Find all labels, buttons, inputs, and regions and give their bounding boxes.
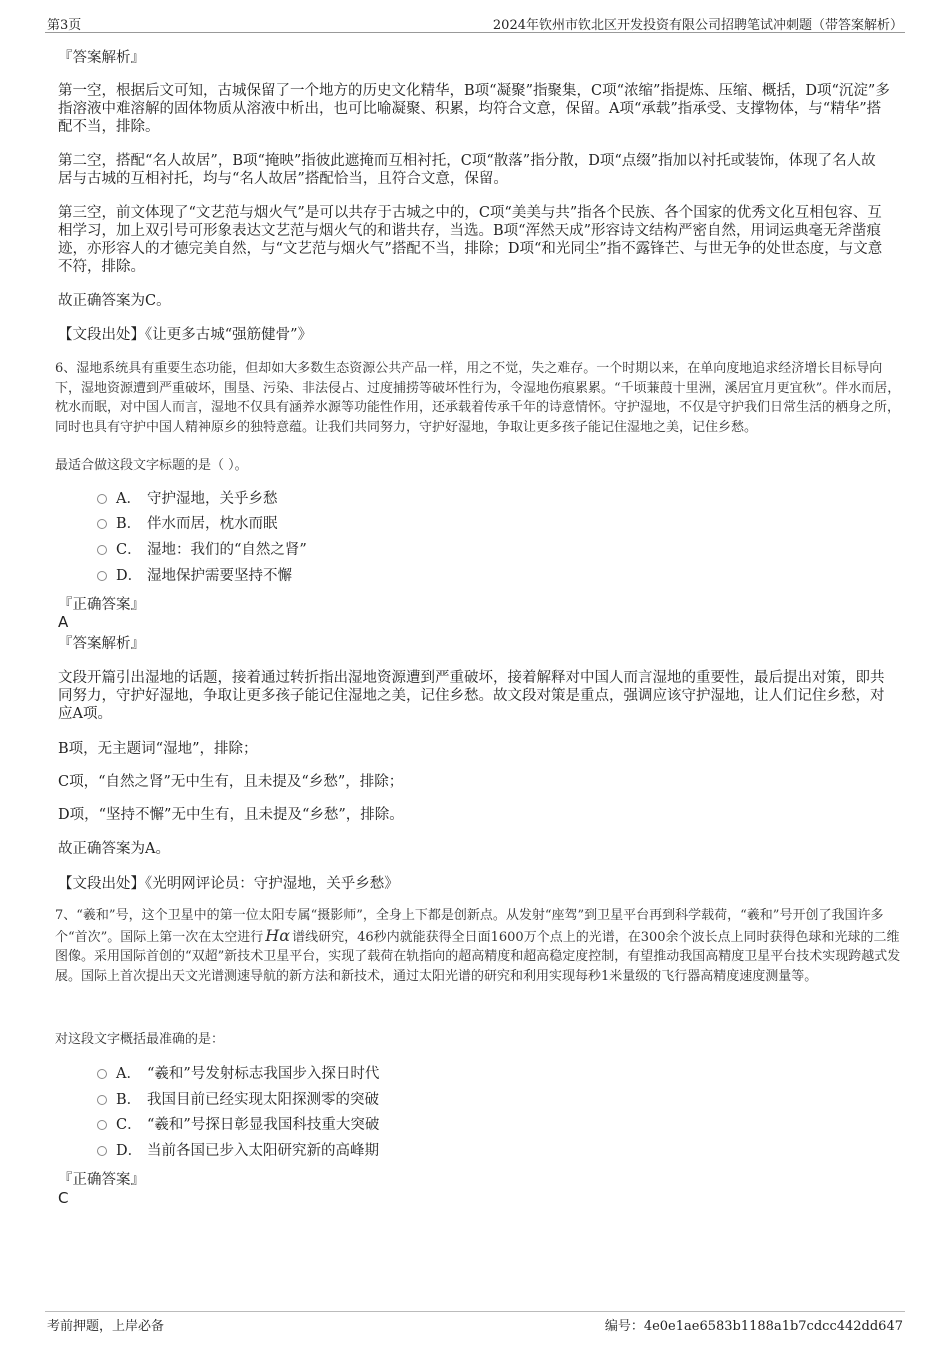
passage-text: 7、“羲和”号，这个卫星中的第一位太阳专属“摄影师”，全身上下都是创新点。从发射“座驾”到卫星平台再到科学载荷，“羲和”号开创了我国许多个“首次”。国际上第一次在太空进行 xyxy=(55,908,884,945)
question-7-option-a[interactable] xyxy=(97,1065,379,1083)
correct-answer-label: 『正确答案』 xyxy=(58,1172,145,1188)
correct-answer: A xyxy=(58,613,69,631)
radio-button-icon[interactable] xyxy=(97,1095,107,1105)
header-divider xyxy=(45,32,905,33)
option-text: 我国目前已经实现太阳探测零的突破 xyxy=(147,1092,379,1108)
question-7-passage xyxy=(55,906,903,986)
analysis-conclusion: 故正确答案为A。 xyxy=(58,841,170,857)
analysis-paragraph-2: 第二空，搭配“名人故居”，B项“掩映”指彼此遮掩而互相衬托，C项“散落”指分散，D项“点缀”指加以衬托或装饰，体现了名人故居与古城的互相衬托，均与“名人故居”搭配恰当，且符合文意，保留。 xyxy=(58,153,876,187)
option-letter: A． xyxy=(116,1066,141,1082)
question-7-option-b[interactable] xyxy=(97,1091,379,1109)
analysis-paragraph-4: D项，“坚持不懈”无中生有，且未提及“乡愁”，排除。 xyxy=(58,807,404,823)
analysis-conclusion: 故正确答案为C。 xyxy=(58,293,171,309)
radio-button-icon[interactable] xyxy=(97,1120,107,1130)
radio-button-icon[interactable] xyxy=(97,1069,107,1079)
passage-source: 【文段出处】《让更多古城“强筋健骨”》 xyxy=(58,327,313,343)
correct-answer: C xyxy=(58,1189,69,1207)
option-text: “羲和”号探日彰显我国科技重大突破 xyxy=(147,1117,380,1133)
analysis-paragraph-1: 第一空，根据后文可知，古城保留了一个地方的历史文化精华，B项“凝聚”指聚集，C项“浓缩”指提炼、压缩、概括，D项“沉淀”多指溶液中难溶解的固体物质从溶液中析出，也可比喻凝聚、积累，均符合文意，保留。A项“承载”指承受、支撑物体，与“精华”搭配不当，排除。 xyxy=(58,83,890,135)
h-alpha-formula: Hα xyxy=(265,925,291,945)
footer-slogan: 考前押题，上岸必备 xyxy=(47,1319,165,1334)
question-6-option-a[interactable] xyxy=(97,490,278,508)
correct-answer-label: 『正确答案』 xyxy=(58,597,145,613)
question-6-option-b[interactable] xyxy=(97,515,278,533)
option-text: 湿地：我们的“自然之肾” xyxy=(147,542,307,558)
option-text: 伴水而居，枕水而眠 xyxy=(147,516,278,532)
option-text: 守护湿地，关乎乡愁 xyxy=(147,491,278,507)
option-text: 湿地保护需要坚持不懈 xyxy=(147,568,292,584)
question-6-passage: 6、湿地系统具有重要生态功能，但却如大多数生态资源公共产品一样，用之不觉，失之难存。一个时期以来，在单向度地追求经济增长目标导向下，湿地资源遭到严重破坏，围垦、污染、非法侵占、过度捕捞等破坏性行为，令湿地伤痕累累。“千顷蒹葭十里洲，溪居宜月更宜秋”。伴水而居，枕水而眠，对中国人而言，湿地不仅具有涵养水源等功能性作用，还承载着传承千年的诗意情怀。守护湿地，不仅是守护我们日常生活的栖身之所，同时也具有守护中国人精神原乡的独特意蕴。让我们共同努力，守护好湿地，争取让更多孩子能记住湿地之美，记住乡愁。 xyxy=(55,361,901,435)
document-id: 编号：4e0e1ae6583b1188a1b7cdcc442dd647 xyxy=(604,1319,903,1334)
analysis-paragraph-2: B项，无主题词“湿地”，排除； xyxy=(58,741,258,757)
radio-button-icon[interactable] xyxy=(97,571,107,581)
analysis-paragraph-3: 第三空，前文体现了“文艺范与烟火气”是可以共存于古城之中的，C项“美美与共”指各个民族、各个国家的优秀文化互相包容、互相学习，加上双引号可形象表达文艺范与烟火气的和谐共存，当选。B项“浑然天成”形容诗文结构严密自然，用词运典毫无斧凿痕迹，亦形容人的才德完美自然，与“文艺范与烟火气”搭配不当，排除；D项“和光同尘”指不露锋芒、与世无争的处世态度，与文意不符，排除。 xyxy=(58,205,883,275)
passage-text: 谱线研究，46秒内就能获得全日面1600万个点上的光谱，在300余个波长点上同时获得色球和光球的二维图像。采用国际首创的“双超”新技术卫星平台，实现了载荷在轨指向的超高精度和超高稳定度控制，有望推动我国高精度卫星平台技术实现跨越式发展。国际上首次提出天文光谱测速导航的新方法和新技术，通过太阳光谱的研究和利用实现每秒1米量级的飞行器高精度速度测量等。 xyxy=(55,929,901,984)
option-letter: B． xyxy=(116,1092,142,1108)
option-letter: C． xyxy=(116,542,142,558)
option-letter: A． xyxy=(116,491,141,507)
analysis-paragraph-1: 文段开篇引出湿地的话题，接着通过转折指出湿地资源遭到严重破坏，接着解释对中国人而言湿地的重要性，最后提出对策，即共同努力，守护好湿地，争取让更多孩子能记住湿地之美，记住乡愁。故文段对策是重点，强调应该守护湿地，让人们记住乡愁，对应A项。 xyxy=(58,670,885,722)
radio-button-icon[interactable] xyxy=(97,1146,107,1156)
footer-divider xyxy=(45,1311,905,1312)
analysis-label: 『答案解析』 xyxy=(58,50,145,66)
option-letter: B． xyxy=(116,516,142,532)
option-text: 当前各国已步入太阳研究新的高峰期 xyxy=(147,1143,379,1159)
option-text: “羲和”号发射标志我国步入探日时代 xyxy=(147,1066,380,1082)
question-6-option-d[interactable] xyxy=(97,567,292,585)
option-letter: D． xyxy=(116,568,143,584)
radio-button-icon[interactable] xyxy=(97,519,107,529)
question-6-prompt: 最适合做这段文字标题的是（ ）。 xyxy=(55,458,248,473)
option-letter: C． xyxy=(116,1117,142,1133)
document-title: 2024年钦州市钦北区开发投资有限公司招聘笔试冲刺题（带答案解析） xyxy=(492,18,903,33)
analysis-label: 『答案解析』 xyxy=(58,636,145,652)
question-7-prompt: 对这段文字概括最准确的是： xyxy=(55,1032,225,1047)
question-7-option-d[interactable] xyxy=(97,1142,379,1160)
analysis-paragraph-3: C项，“自然之肾”无中生有，且未提及“乡愁”，排除； xyxy=(58,774,404,790)
option-letter: D． xyxy=(116,1143,143,1159)
radio-button-icon[interactable] xyxy=(97,494,107,504)
page-number: 第3页 xyxy=(47,18,82,33)
question-6-option-c[interactable] xyxy=(97,541,307,559)
passage-source: 【文段出处】《光明网评论员：守护湿地，关乎乡愁》 xyxy=(58,876,399,892)
question-7-option-c[interactable] xyxy=(97,1116,379,1134)
radio-button-icon[interactable] xyxy=(97,545,107,555)
